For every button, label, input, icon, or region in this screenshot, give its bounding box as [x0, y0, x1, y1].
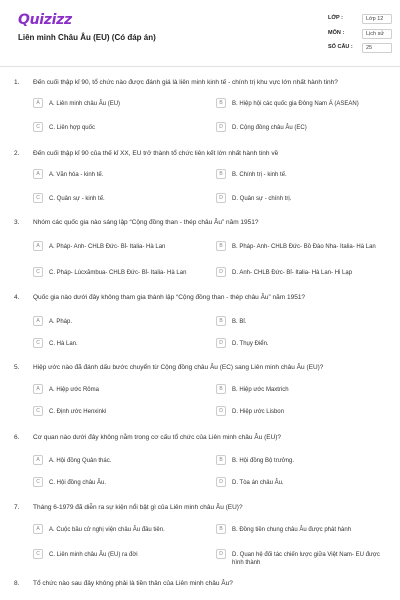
option-letter: A [33, 241, 43, 251]
question-text: Quốc gia nào dưới đây không tham gia thành lập “Cộng đồng than - thép châu Âu” năm 1951? [33, 294, 306, 301]
option-text: B. Chính trị - kinh tế. [232, 172, 287, 178]
question-text: Tháng 6-1979 đã diễn ra sự kiện nổi bật gì của Liên minh châu Âu (EU)? [33, 504, 243, 511]
question-text: Hiệp ước nào đã đánh dấu bước chuyển từ Cộng đồng châu Âu (EC) sang Liên minh châu Âu (EU)? [33, 364, 324, 371]
option-text: A. Cuộc bầu cử nghị viện châu Âu đầu tiên. [49, 527, 165, 533]
option-letter: A [33, 524, 43, 534]
option-text: B. Bỉ. [232, 319, 247, 325]
option-text: A. Pháp. [49, 319, 73, 325]
option-letter: C [33, 406, 43, 416]
option-letter: A [33, 169, 43, 179]
worksheet-header [0, 0, 400, 64]
question-text: Cơ quan nào dưới đây không nằm trong cơ cấu tổ chức của Liên minh châu Âu (EU)? [33, 434, 282, 441]
option-text: B. Pháp- Anh- CHLB Đức- Bồ Đào Nha- Italia- Hà Lan [232, 244, 376, 250]
worksheet-title: Liên minh Châu Âu (EU) (Có đáp án) [18, 33, 156, 42]
option-text: A. Hội đồng Quản thác. [49, 458, 112, 464]
option-text: C. Liên minh châu Âu (EU) ra đời [49, 552, 138, 558]
option-text: B. Hiệp ước Maxtrich [232, 387, 289, 393]
meta-label: LỚP : [328, 15, 343, 21]
option-text: D. Hiệp ước Lisbon [232, 409, 284, 415]
meta-row-class [328, 14, 392, 29]
option-text: C. Quân sự - kinh tế. [49, 196, 105, 202]
option-text: D. Quan hệ đối tác chiến lược giữa Việt Nam- EU được hình thành [232, 552, 380, 566]
option-letter: C [33, 267, 43, 277]
option-text: D. Anh- CHLB Đức- Bỉ- Italia- Hà Lan- Hi Lạp [232, 270, 353, 276]
option-letter: B [216, 384, 226, 394]
option-text: B. Hiệp hội các quốc gia Đông Nam Á (ASEAN) [232, 101, 359, 107]
option-text: D. Thụy Điển. [232, 341, 269, 347]
option-letter: B [216, 455, 226, 465]
option-text: D. Quân sự - chính trị. [232, 196, 292, 202]
option-letter: C [33, 193, 43, 203]
option-text: D. Cộng đồng châu Âu (EC) [232, 125, 307, 131]
option-text: A. Hiệp ước Rôma [49, 387, 99, 393]
option-letter: C [33, 477, 43, 487]
option-letter: A [33, 98, 43, 108]
option-text: C. Định ước Henxinki [49, 409, 107, 415]
question-number: 5. [14, 364, 20, 371]
option-text: A. Liên minh châu Âu (EU) [49, 101, 121, 107]
header-divider [0, 66, 400, 67]
question-text: Tổ chức nào sau đây không phải là tiền thân của Liên minh châu Âu? [33, 580, 233, 587]
option-letter: D [216, 406, 226, 416]
option-letter: D [216, 193, 226, 203]
question-number: 1. [14, 79, 20, 86]
option-letter: C [33, 338, 43, 348]
question-text: Đến cuối thập kỉ 90 của thế kỉ XX, EU trở thành tổ chức liên kết lớn nhất hành tinh về [33, 150, 279, 157]
question-text: Nhóm các quốc gia nào sáng lập “Cộng đồng than - thép châu Âu” năm 1951? [33, 219, 259, 226]
option-text: C. Hội đồng châu Âu. [49, 480, 107, 486]
option-text: C. Hà Lan. [49, 341, 78, 347]
meta-label: SỐ CÂU : [328, 44, 353, 50]
meta-label: MÔN : [328, 29, 345, 36]
option-letter: A [33, 316, 43, 326]
option-letter: B [216, 241, 226, 251]
worksheet-meta [328, 14, 392, 58]
option-letter: D [216, 477, 226, 487]
option-letter: D [216, 267, 226, 277]
question-number: 6. [14, 434, 20, 441]
question-number: 4. [14, 294, 20, 301]
option-text: B. Đồng tiền chung châu Âu được phát hành [232, 527, 352, 533]
question-number: 8. [14, 580, 20, 587]
option-letter: B [216, 316, 226, 326]
option-text: A. Văn hóa - kinh tế. [49, 172, 104, 178]
option-text: A. Pháp- Anh- CHLB Đức- Bỉ- Italia- Hà Lan [49, 244, 166, 250]
option-letter: C [33, 122, 43, 132]
option-text: C. Pháp- Lúcxămbua- CHLB Đức- Bỉ- Italia- Hà Lan [49, 270, 187, 276]
option-letter: A [33, 455, 43, 465]
option-text: C. Liên hợp quốc [49, 125, 95, 131]
option-letter: B [216, 98, 226, 108]
meta-value: 25 [362, 43, 392, 53]
meta-row-subject [328, 29, 392, 44]
option-text: B. Hội đồng Bộ trưởng. [232, 458, 294, 464]
question-number: 3. [14, 219, 20, 226]
option-letter: B [216, 169, 226, 179]
option-text: D. Tòa án châu Âu. [232, 480, 284, 486]
option-letter: A [33, 384, 43, 394]
quizizz-logo: Quizizz [18, 12, 72, 28]
question-text: Đến cuối thập kỉ 90, tổ chức nào được đánh giá là liên minh kinh tế - chính trị khu vực lớn nhất hành tinh? [33, 79, 338, 86]
option-letter: C [33, 549, 43, 559]
option-letter: D [216, 338, 226, 348]
question-number: 2. [14, 150, 20, 157]
meta-value: Lịch sử [362, 29, 392, 39]
option-letter: D [216, 549, 226, 559]
option-letter: B [216, 524, 226, 534]
question-number: 7. [14, 504, 20, 511]
meta-row-question-count [328, 43, 392, 58]
meta-value: Lớp 12 [362, 14, 392, 24]
option-letter: D [216, 122, 226, 132]
